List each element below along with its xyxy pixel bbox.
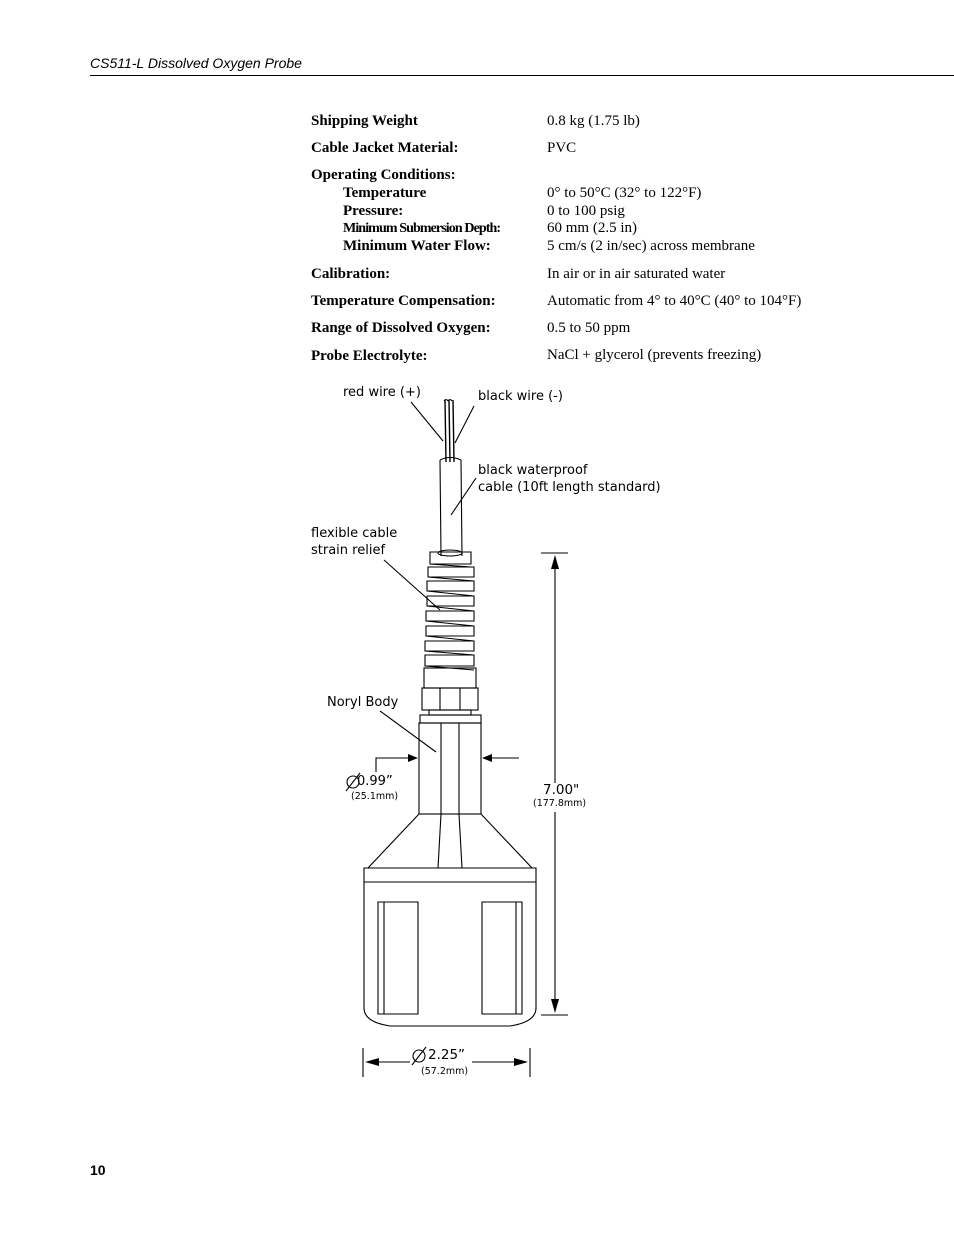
base-body	[364, 868, 536, 1026]
spec-label-operating-conditions: Operating Conditions:	[311, 167, 456, 183]
spec-label-calibration: Calibration:	[311, 266, 391, 282]
cone	[368, 814, 532, 868]
spec-label-range-dissolved-oxygen: Range of Dissolved Oxygen:	[311, 320, 491, 336]
label-red-wire: red wire (+)	[343, 385, 421, 400]
spec-value-probe-electrolyte: NaCl + glycerol (prevents freezing)	[547, 347, 762, 363]
neck-dimension-arrows	[376, 758, 519, 772]
wire-ends	[444, 400, 454, 463]
spec-value-min-water-flow: 5 cm/s (2 in/sec) across membrane	[547, 238, 755, 254]
spec-value-pressure: 0 to 100 psig	[547, 203, 625, 219]
strain-relief	[425, 550, 474, 670]
spec-label-pressure: Pressure:	[343, 203, 404, 219]
spec-label-shipping-weight: Shipping Weight	[311, 113, 418, 129]
neck-diameter-label: 0.99”	[357, 774, 393, 789]
label-noryl-body: Noryl Body	[327, 695, 399, 710]
spec-label-temperature: Temperature	[343, 185, 427, 201]
label-black-wire: black wire (-)	[478, 389, 563, 404]
spec-label-cable-jacket: Cable Jacket Material:	[311, 140, 459, 156]
label-cable-line2: cable (10ft length standard)	[478, 480, 661, 495]
spec-label-temperature-compensation: Temperature Compensation:	[311, 293, 496, 309]
spec-value-cable-jacket: PVC	[547, 140, 577, 156]
neck-diameter-mm-label: (25.1mm)	[351, 791, 399, 802]
spec-label-min-water-flow: Minimum Water Flow:	[343, 238, 491, 254]
arrowheads	[365, 555, 559, 1066]
spec-value-shipping-weight: 0.8 kg (1.75 lb)	[547, 113, 640, 129]
base-diameter-mm-label: (57.2mm)	[421, 1066, 469, 1077]
base-diameter-label: 2.25”	[428, 1047, 466, 1063]
label-strain-relief-line1: flexible cable	[311, 526, 398, 541]
fitting	[420, 668, 481, 723]
spec-value-calibration: In air or in air saturated water	[547, 266, 726, 282]
spec-value-temperature: 0° to 50°C (32° to 122°F)	[547, 185, 702, 201]
spec-value-temperature-compensation: Automatic from 4° to 40°C (40° to 104°F)	[547, 293, 802, 309]
spec-value-min-submersion-depth: 60 mm (2.5 in)	[547, 220, 637, 236]
spec-label-min-submersion-depth: Minimum Submersion Depth:	[343, 221, 501, 236]
cable	[440, 458, 462, 557]
neck	[419, 723, 481, 814]
running-header: CS511-L Dissolved Oxygen Probe	[90, 55, 302, 71]
spec-label-probe-electrolyte: Probe Electrolyte:	[311, 348, 428, 364]
label-cable-line1: black waterproof	[478, 463, 588, 478]
diameter-symbols	[346, 773, 426, 1065]
label-strain-relief-line2: strain relief	[311, 543, 386, 558]
spec-value-range-dissolved-oxygen: 0.5 to 50 ppm	[547, 320, 631, 336]
height-dimension-label: 7.00"	[543, 782, 580, 798]
page-number: 10	[90, 1162, 106, 1178]
height-dimension-mm-label: (177.8mm)	[533, 798, 587, 809]
